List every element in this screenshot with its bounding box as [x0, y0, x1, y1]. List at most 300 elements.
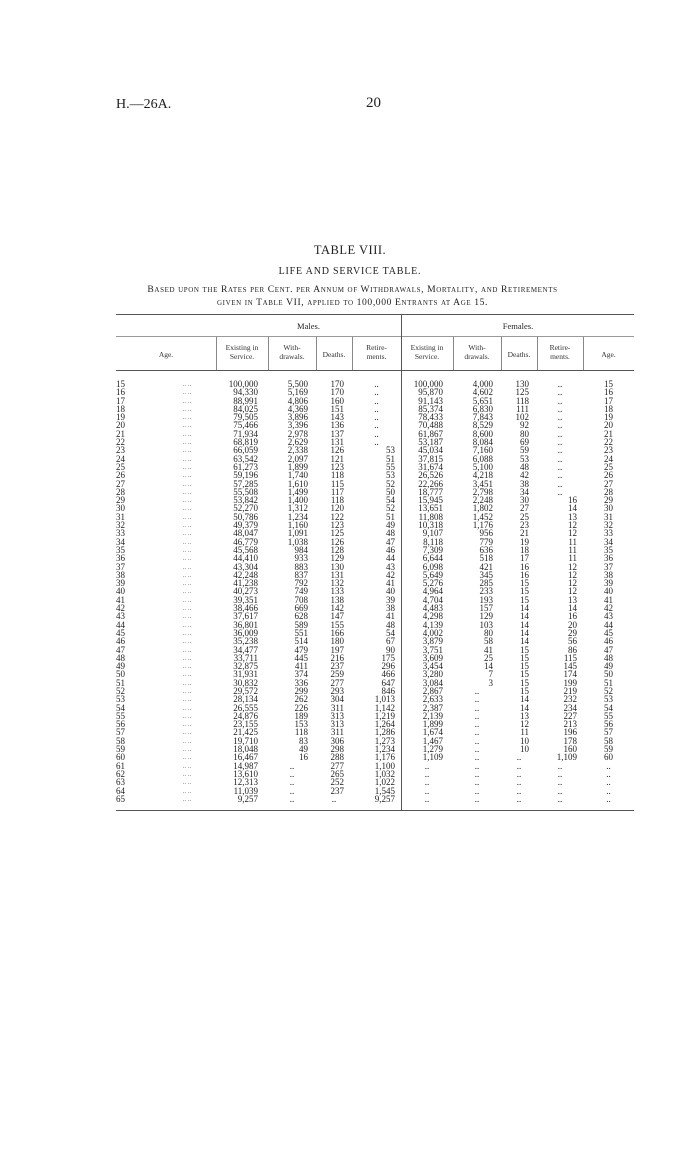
cell-retirements-male: ..	[374, 412, 379, 423]
cell-existing-male: 32,875	[233, 661, 258, 672]
cell-withdrawals-female: ..	[474, 735, 480, 746]
cell-age-male: 40	[116, 586, 125, 597]
cell-age-male: 23	[116, 445, 125, 456]
cell-withdrawals-female: 6,088	[472, 453, 493, 464]
table-row	[116, 629, 634, 637]
cell-withdrawals-male: ..	[289, 785, 295, 796]
cell-deaths-male: 155	[330, 619, 344, 630]
cell-deaths-male: 216	[330, 652, 344, 663]
page-number: 20	[366, 95, 381, 111]
cell-existing-male: 100,000	[228, 379, 258, 389]
cell-age-male: 55	[116, 710, 125, 721]
table-row	[116, 521, 634, 529]
cell-withdrawals-male: 2,097	[287, 453, 308, 464]
cell-retirements-male: ..	[374, 387, 379, 398]
cell-retirements-female: 219	[563, 685, 577, 696]
cell-deaths-female: 130	[515, 379, 529, 389]
table-row	[116, 504, 634, 512]
cell-withdrawals-male: 1,234	[287, 511, 308, 522]
cell-deaths-female: 111	[516, 403, 529, 414]
col-retirements-male	[352, 343, 401, 361]
cell-deaths-male: 118	[330, 495, 344, 506]
leader-dots: .. ..	[182, 396, 192, 405]
cell-withdrawals-male: 2,338	[287, 445, 308, 456]
cell-deaths-male: 166	[330, 627, 344, 638]
leader-dots: .. ..	[182, 604, 192, 613]
cell-withdrawals-female: 7	[488, 669, 493, 680]
cell-existing-female: 15,945	[418, 495, 443, 506]
cell-existing-female: 3,084	[422, 677, 443, 688]
cell-deaths-female: ..	[516, 793, 522, 804]
cell-existing-male: 55,508	[233, 486, 258, 497]
leader-dots: .. ..	[182, 529, 192, 538]
cell-existing-male: 48,047	[233, 528, 258, 539]
cell-age-male: 17	[116, 395, 125, 406]
cell-withdrawals-male: 5,500	[287, 379, 308, 389]
cell-deaths-female: 19	[520, 536, 529, 547]
cell-existing-female: 85,374	[418, 403, 443, 414]
cell-existing-female: 5,276	[422, 578, 443, 589]
cell-existing-male: 19,710	[233, 735, 258, 746]
document-reference: H.—26A.	[116, 97, 172, 112]
cell-existing-female: 9,107	[422, 528, 443, 539]
cell-retirements-female: 11	[568, 544, 577, 555]
leader-dots: .. ..	[182, 670, 192, 679]
table-description	[20, 284, 685, 309]
table-row	[116, 571, 634, 579]
leader-dots: .. ..	[182, 612, 192, 621]
cell-withdrawals-female: 80	[484, 627, 493, 638]
cell-existing-male: 36,801	[233, 619, 258, 630]
cell-withdrawals-male: 749	[294, 586, 308, 597]
cell-existing-female: 61,867	[418, 428, 443, 439]
cell-deaths-male: 128	[330, 544, 344, 555]
cell-age-female: 52	[604, 685, 613, 696]
cell-withdrawals-male: 2,629	[287, 437, 308, 448]
cell-withdrawals-female: 129	[479, 611, 493, 622]
cell-existing-female: 11,808	[418, 511, 443, 522]
cell-retirements-female: 12	[568, 586, 577, 597]
cell-deaths-female: 38	[520, 478, 529, 489]
cell-withdrawals-female: ..	[474, 760, 480, 771]
cell-existing-female: 95,870	[418, 387, 443, 398]
cell-retirements-male: 1,142	[374, 702, 395, 713]
cell-deaths-male: 142	[330, 603, 344, 614]
cell-withdrawals-male: 1,312	[287, 503, 308, 514]
cell-existing-female: 31,674	[418, 461, 443, 472]
table-row	[116, 646, 634, 654]
cell-deaths-female: 15	[520, 669, 529, 680]
table-row	[116, 662, 634, 670]
cell-deaths-female: 80	[520, 428, 529, 439]
leader-dots: .. ..	[182, 753, 192, 762]
cell-withdrawals-male: 837	[294, 569, 308, 580]
col-withdrawals-line1: With-	[283, 343, 301, 352]
cell-deaths-female: 16	[520, 569, 529, 580]
cell-retirements-female: 1,109	[556, 752, 577, 763]
cell-age-female: 30	[604, 503, 613, 514]
cell-existing-male: 36,009	[233, 627, 258, 638]
cell-withdrawals-female: 779	[479, 536, 493, 547]
cell-age-male: 36	[116, 553, 125, 564]
cell-retirements-female: ..	[557, 379, 563, 389]
cell-existing-female: 2,867	[422, 685, 443, 696]
cell-age-female: 31	[604, 511, 613, 522]
cell-age-female: 19	[604, 412, 613, 423]
cell-retirements-male: 46	[386, 544, 395, 555]
table-row	[116, 538, 634, 546]
leader-dots: .. ..	[182, 454, 192, 463]
table-row	[116, 604, 634, 612]
cell-existing-male: 42,248	[233, 569, 258, 580]
col-retirements-line1: Retire-	[366, 343, 387, 352]
cell-deaths-female: ..	[516, 785, 522, 796]
cell-withdrawals-female: 8,084	[472, 437, 493, 448]
cell-withdrawals-female: 1,452	[472, 511, 493, 522]
table-row	[116, 446, 634, 454]
cell-retirements-female: ..	[557, 793, 563, 804]
cell-existing-female: 22,266	[418, 478, 443, 489]
cell-retirements-female: 86	[568, 644, 577, 655]
col-withdrawals-line1: With-	[468, 343, 486, 352]
cell-retirements-male: 67	[386, 636, 395, 647]
cell-retirements-male: 44	[386, 553, 395, 564]
cell-withdrawals-female: 233	[479, 586, 493, 597]
cell-age-male: 25	[116, 461, 125, 472]
table-row	[116, 529, 634, 537]
cell-deaths-male: 132	[330, 578, 344, 589]
leader-dots: .. ..	[182, 745, 192, 754]
cell-deaths-male: 143	[330, 412, 344, 423]
cell-retirements-female: 11	[568, 553, 577, 564]
cell-deaths-male: ..	[331, 793, 337, 804]
cell-withdrawals-female: 5,100	[472, 461, 493, 472]
cell-withdrawals-male: 153	[294, 719, 308, 730]
col-deaths-male: Deaths.	[322, 350, 346, 359]
leader-dots: .. ..	[182, 595, 192, 604]
cell-existing-female: 3,280	[422, 669, 443, 680]
cell-withdrawals-female: ..	[474, 694, 480, 705]
cell-existing-male: 43,304	[233, 561, 258, 572]
cell-existing-female: 2,139	[422, 710, 443, 721]
cell-deaths-male: 197	[330, 644, 344, 655]
cell-age-female: 32	[604, 520, 613, 531]
cell-withdrawals-male: 883	[294, 561, 308, 572]
cell-retirements-male: 49	[386, 520, 395, 531]
cell-retirements-male: 1,264	[374, 719, 395, 730]
cell-existing-female: 4,964	[422, 586, 443, 597]
col-withdrawals-male	[268, 343, 316, 361]
cell-retirements-male: 1,545	[374, 785, 395, 796]
description-line-1: Based upon the Rates per Cent. per Annum of Withdrawals, Mortality, and Retirements	[147, 284, 558, 295]
table-top-rule	[116, 314, 634, 315]
cell-age-male: 51	[116, 677, 125, 688]
cell-deaths-female: 59	[520, 445, 529, 456]
cell-withdrawals-male: 1,899	[287, 461, 308, 472]
cell-age-male: 44	[116, 619, 125, 630]
cell-deaths-female: 15	[520, 677, 529, 688]
cell-age-female: 54	[604, 702, 613, 713]
cell-withdrawals-male: 118	[294, 727, 308, 738]
cell-retirements-female: 29	[568, 627, 577, 638]
cell-retirements-female: 174	[563, 669, 577, 680]
cell-retirements-male: ..	[374, 420, 379, 431]
cell-age-male: 49	[116, 661, 125, 672]
cell-deaths-female: 14	[520, 636, 529, 647]
cell-withdrawals-male: 4,369	[287, 403, 308, 414]
leader-dots: .. ..	[182, 504, 192, 513]
cell-withdrawals-female: 25	[484, 652, 493, 663]
cell-retirements-female: 12	[568, 578, 577, 589]
cell-age-female: 17	[604, 395, 613, 406]
cell-retirements-female: 145	[563, 661, 577, 672]
cell-deaths-female: 15	[520, 586, 529, 597]
cell-age-male: 60	[116, 752, 125, 763]
cell-retirements-male: 466	[381, 669, 395, 680]
table-row	[116, 438, 634, 446]
table-body	[116, 380, 634, 803]
cell-retirements-male: 41	[386, 578, 395, 589]
cell-age-female: 51	[604, 677, 613, 688]
cell-retirements-female: ..	[557, 428, 563, 439]
cell-deaths-female: 15	[520, 644, 529, 655]
cell-retirements-female: ..	[557, 470, 563, 481]
cell-withdrawals-female: 8,600	[472, 428, 493, 439]
leader-dots: .. ..	[182, 479, 192, 488]
cell-retirements-female: 196	[563, 727, 577, 738]
cell-deaths-male: 120	[330, 503, 344, 514]
cell-age-female: 18	[604, 403, 613, 414]
cell-age-male: 30	[116, 503, 125, 514]
leader-dots: .. ..	[182, 380, 192, 388]
cell-deaths-female: ..	[516, 760, 522, 771]
cell-deaths-female: 14	[520, 702, 529, 713]
cell-withdrawals-female: 518	[479, 553, 493, 564]
leader-dots: .. ..	[182, 628, 192, 637]
cell-withdrawals-male: 1,091	[287, 528, 308, 539]
cell-existing-female: 18,777	[418, 486, 443, 497]
cell-withdrawals-female: 5,651	[472, 395, 493, 406]
cell-age-female: 33	[604, 528, 613, 539]
cell-withdrawals-female: 7,843	[472, 412, 493, 423]
cell-withdrawals-female: 4,602	[472, 387, 493, 398]
cell-withdrawals-male: 551	[294, 627, 308, 638]
cell-retirements-female: ..	[557, 420, 563, 431]
cell-existing-female: ..	[424, 760, 430, 771]
leader-dots: .. ..	[182, 512, 192, 521]
cell-retirements-female: 213	[563, 719, 577, 730]
cell-existing-female: 3,751	[422, 644, 443, 655]
cell-retirements-female: 11	[568, 536, 577, 547]
cell-deaths-male: 121	[330, 453, 344, 464]
cell-existing-male: 49,379	[233, 520, 258, 531]
cell-deaths-male: 126	[330, 445, 344, 456]
cell-retirements-male: ..	[374, 437, 379, 448]
cell-age-female: 34	[604, 536, 613, 547]
cell-withdrawals-female: ..	[474, 777, 480, 788]
cell-deaths-male: 123	[330, 520, 344, 531]
table-row	[116, 513, 634, 521]
cell-age-female: ..	[606, 777, 611, 788]
cell-existing-male: 18,048	[233, 744, 258, 755]
cell-withdrawals-female: 285	[479, 578, 493, 589]
cell-retirements-female: 12	[568, 569, 577, 580]
cell-withdrawals-male: 1,499	[287, 486, 308, 497]
cell-retirements-male: 90	[386, 644, 395, 655]
leader-dots: .. ..	[182, 711, 192, 720]
cell-retirements-male: 296	[381, 661, 395, 672]
cell-existing-male: 34,477	[233, 644, 258, 655]
cell-deaths-female: 15	[520, 578, 529, 589]
cell-retirements-female: 234	[563, 702, 577, 713]
cell-existing-female: 10,318	[418, 520, 443, 531]
cell-age-male: 41	[116, 594, 125, 605]
cell-retirements-male: 47	[386, 536, 395, 547]
cell-withdrawals-female: 41	[484, 644, 493, 655]
leader-dots: .. ..	[182, 471, 192, 480]
cell-withdrawals-male: ..	[289, 760, 295, 771]
cell-withdrawals-female: 1,802	[472, 503, 493, 514]
cell-retirements-female: 12	[568, 561, 577, 572]
cell-withdrawals-male: 3,896	[287, 412, 308, 423]
cell-existing-male: 68,819	[233, 437, 258, 448]
cell-retirements-female: ..	[557, 486, 563, 497]
table-row	[116, 654, 634, 662]
table-number: TABLE VIII.	[313, 243, 387, 257]
cell-withdrawals-male: 792	[294, 578, 308, 589]
leader-dots: .. ..	[182, 545, 192, 554]
cell-deaths-female: 14	[520, 627, 529, 638]
leader-dots: .. ..	[182, 404, 192, 413]
cell-deaths-female: 14	[520, 619, 529, 630]
cell-retirements-female: 13	[568, 594, 577, 605]
cell-age-female: 24	[604, 453, 613, 464]
cell-age-male: 20	[116, 420, 125, 431]
cell-age-male: 26	[116, 470, 125, 481]
cell-existing-male: 26,555	[233, 702, 258, 713]
cell-age-female: 36	[604, 553, 613, 564]
leader-dots: .. ..	[182, 761, 192, 770]
cell-existing-male: 21,425	[233, 727, 258, 738]
cell-withdrawals-male: 628	[294, 611, 308, 622]
cell-retirements-male: 1,273	[374, 735, 395, 746]
cell-deaths-male: 288	[330, 752, 344, 763]
leader-dots: .. ..	[182, 778, 192, 787]
cell-retirements-male: 53	[386, 470, 395, 481]
cell-deaths-female: 69	[520, 437, 529, 448]
leader-dots: .. ..	[182, 645, 192, 654]
col-withdrawals-line2: drawals.	[464, 352, 490, 361]
cell-withdrawals-female: 193	[479, 594, 493, 605]
cell-withdrawals-male: 1,610	[287, 478, 308, 489]
cell-withdrawals-female: ..	[474, 768, 480, 779]
col-age-male: Age.	[158, 350, 174, 359]
cell-existing-female: 91,143	[418, 395, 443, 406]
cell-deaths-male: 115	[330, 478, 344, 489]
cell-age-female: 21	[604, 428, 613, 439]
cell-retirements-female: 178	[563, 735, 577, 746]
col-age-female: Age.	[601, 350, 616, 359]
table-row	[116, 596, 634, 604]
table-row	[116, 621, 634, 629]
cell-deaths-female: ..	[516, 768, 522, 779]
cell-existing-female: 4,704	[422, 594, 443, 605]
cell-deaths-male: 252	[330, 777, 344, 788]
cell-retirements-male: 1,022	[374, 777, 395, 788]
cell-existing-male: 84,025	[233, 403, 258, 414]
cell-deaths-male: 293	[330, 685, 344, 696]
cell-deaths-female: 18	[520, 544, 529, 555]
cell-age-female: 41	[604, 594, 613, 605]
cell-age-male: 63	[116, 777, 125, 788]
cell-withdrawals-male: 1,038	[287, 536, 308, 547]
table-row	[116, 679, 634, 687]
table-row	[116, 637, 634, 645]
cell-age-male: 16	[116, 387, 125, 398]
cell-existing-female: ..	[424, 785, 430, 796]
cell-existing-female: 70,488	[418, 420, 443, 431]
cell-age-male: 58	[116, 735, 125, 746]
cell-existing-male: 31,931	[233, 669, 258, 680]
leader-dots: .. ..	[182, 554, 192, 563]
cell-deaths-female: ..	[516, 752, 522, 763]
cell-age-female: 42	[604, 603, 613, 614]
cell-age-female: 47	[604, 644, 613, 655]
cell-age-female: 48	[604, 652, 613, 663]
cell-deaths-female: 30	[520, 495, 529, 506]
table-row	[116, 496, 634, 504]
cell-deaths-male: 151	[330, 403, 344, 414]
cell-age-female: 59	[604, 744, 613, 755]
cell-age-female: 58	[604, 735, 613, 746]
cell-deaths-male: 237	[330, 785, 344, 796]
cell-existing-female: ..	[424, 777, 430, 788]
cell-age-male: 48	[116, 652, 125, 663]
cell-retirements-female: ..	[557, 453, 563, 464]
cell-age-female: 29	[604, 495, 613, 506]
cell-age-male: 61	[116, 760, 125, 771]
cell-existing-female: 6,644	[422, 553, 443, 564]
cell-withdrawals-male: 16	[299, 752, 308, 763]
cell-existing-female: 2,387	[422, 702, 443, 713]
cell-deaths-male: 313	[330, 710, 344, 721]
cell-withdrawals-male: 445	[294, 652, 308, 663]
col-retirements-female	[537, 343, 583, 361]
cell-retirements-female: 12	[568, 528, 577, 539]
cell-age-female: 44	[604, 619, 613, 630]
cell-existing-male: 61,273	[233, 461, 258, 472]
cell-withdrawals-male: 3,396	[287, 420, 308, 431]
cell-retirements-male: 1,032	[374, 768, 395, 779]
cell-existing-male: 29,572	[233, 685, 258, 696]
cell-withdrawals-male: 299	[294, 685, 308, 696]
cell-retirements-female: 56	[568, 636, 577, 647]
leader-dots: .. ..	[182, 413, 192, 422]
cell-deaths-male: 138	[330, 594, 344, 605]
cell-existing-female: 2,633	[422, 694, 443, 705]
cell-deaths-male: 277	[330, 677, 344, 688]
cell-existing-male: 13,610	[233, 768, 258, 779]
leader-dots: .. ..	[182, 695, 192, 704]
cell-retirements-male: 1,176	[374, 752, 395, 763]
cell-deaths-female: 12	[520, 719, 529, 730]
cell-withdrawals-male: 374	[294, 669, 308, 680]
cell-age-male: 43	[116, 611, 125, 622]
cell-age-female: 53	[604, 694, 613, 705]
cell-existing-male: 71,934	[233, 428, 258, 439]
cell-existing-male: 40,273	[233, 586, 258, 597]
cell-withdrawals-male: ..	[289, 768, 295, 779]
